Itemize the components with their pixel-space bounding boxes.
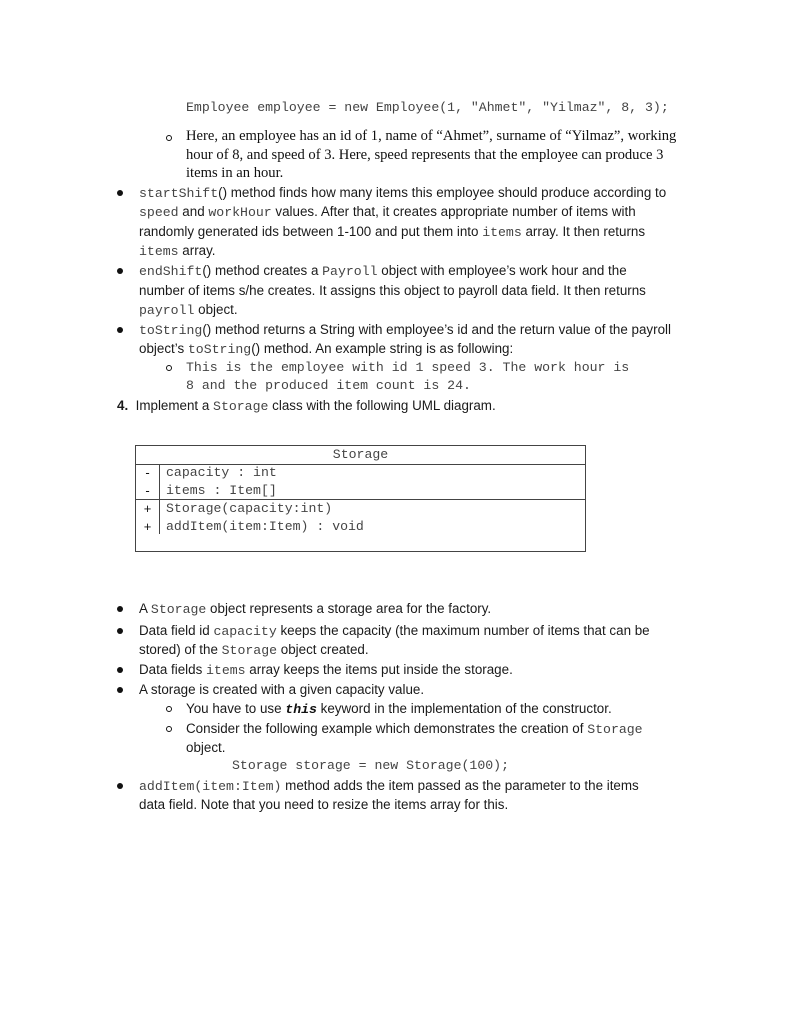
startshift-text2: values. After that, it creates appropriate number of items with: [271, 204, 636, 219]
speed-code: speed: [139, 205, 179, 220]
sub-bullet: [166, 135, 172, 141]
storage-bullet2-line1: [139, 621, 650, 641]
additem-line1: [139, 776, 639, 796]
endshift-line2: number of items s/he creates. It assigns this object to payroll data field. It then returns: [139, 283, 646, 298]
storage-bullet3: [139, 660, 513, 680]
endshift-line3: [139, 300, 238, 320]
storage-sub1: [186, 699, 612, 719]
bullet: [117, 268, 123, 274]
text: You have to use: [186, 701, 286, 716]
tostring-text2: object’s: [139, 341, 188, 356]
startshift-line2: [139, 202, 636, 222]
storage-sub2-line2: object.: [186, 740, 226, 755]
startshift-line3: [139, 222, 645, 242]
storage-bullet1: [139, 599, 491, 619]
storage-code: Storage: [221, 643, 278, 658]
uml-visibility: -: [145, 483, 150, 498]
section4-text2: class with the following UML diagram.: [268, 398, 496, 413]
endshift-method: endShift: [139, 264, 203, 279]
tostring-line2: [139, 339, 513, 359]
section-4-heading: [117, 396, 496, 416]
bullet: [117, 687, 123, 693]
payroll-code: payroll: [139, 303, 195, 318]
uml-class-name: Storage: [136, 446, 585, 465]
text: method adds the item passed as the parameter to the items: [281, 778, 639, 793]
tostring-text3: () method. An example string is as following:: [251, 341, 514, 356]
storage-bullet2-line2: [139, 640, 369, 660]
uml-method: addItem(item:Item) : void: [166, 519, 364, 534]
startshift-text5: array.: [178, 243, 216, 258]
storage-code: Storage: [150, 602, 207, 617]
startshift-text4: array. It then returns: [521, 224, 646, 239]
tostring-example2: 8 and the produced item count is 24.: [186, 378, 471, 393]
storage-code-example: Storage storage = new Storage(100);: [232, 758, 509, 773]
uml-attribute: capacity : int: [166, 465, 277, 480]
text: keyword in the implementation of the constructor.: [316, 701, 612, 716]
endshift-text: () method creates a: [202, 263, 323, 278]
this-keyword: this: [285, 702, 317, 717]
tostring-example1: This is the employee with id 1 speed 3. The work hour is: [186, 360, 630, 375]
startshift-method: startShift: [139, 186, 219, 201]
additem-code: addItem(item:Item): [139, 779, 282, 794]
employee-note-line1: Here, an employee has an id of 1, name of “Ahmet”, surname of “Yilmaz”, working: [186, 128, 677, 144]
text: object represents a storage area for the factory.: [206, 601, 492, 616]
items-code: items: [482, 225, 522, 240]
employee-code-example: Employee employee = new Employee(1, "Ahmet", "Yilmaz", 8, 3);: [186, 100, 669, 115]
endshift-line1: [139, 261, 627, 281]
bullet: [117, 628, 123, 634]
payroll-code: Payroll: [322, 264, 378, 279]
uml-diagram: [135, 445, 586, 552]
storage-code: Storage: [213, 399, 269, 414]
items-code: items: [139, 244, 179, 259]
text: keeps the capacity (the maximum number of items that can be: [276, 623, 650, 638]
text: Consider the following example which demonstrates the creation of: [186, 721, 588, 736]
storage-code: Storage: [587, 722, 643, 737]
additem-line2: data field. Note that you need to resize the items array for this.: [139, 797, 509, 812]
employee-note-line3: items in an hour.: [186, 165, 284, 181]
and-text: and: [178, 204, 209, 219]
tostring-code: toString: [187, 342, 252, 357]
sub-bullet: [166, 365, 172, 371]
text: stored) of the: [139, 642, 222, 657]
section-number: 4.: [117, 398, 129, 413]
bullet: [117, 190, 123, 196]
bullet: [117, 783, 123, 789]
endshift-text3: object.: [194, 302, 238, 317]
endshift-text2: object with employee’s work hour and the: [377, 263, 627, 278]
bullet: [117, 327, 123, 333]
tostring-text: () method returns a String with employee’s id and the return value of the payroll: [202, 322, 671, 337]
workhour-code: workHour: [208, 205, 272, 220]
text: A: [139, 601, 151, 616]
startshift-line4: [139, 241, 216, 261]
uml-visibility: +: [143, 501, 152, 516]
text: array keeps the items put inside the storage.: [245, 662, 513, 677]
bullet: [117, 606, 123, 612]
storage-sub2-line1: [186, 719, 643, 739]
text: Data field id: [139, 623, 214, 638]
startshift-line1: [139, 183, 666, 203]
capacity-code: capacity: [213, 624, 277, 639]
text: object created.: [277, 642, 369, 657]
startshift-text: () method finds how many items this employee should produce according to: [218, 185, 667, 200]
tostring-line1: [139, 320, 671, 340]
uml-method: Storage(capacity:int): [166, 501, 333, 516]
uml-visibility: +: [143, 519, 152, 534]
section4-text: Implement a: [135, 398, 214, 413]
bullet: [117, 667, 123, 673]
startshift-text3: randomly generated ids between 1-100 and put them into: [139, 224, 483, 239]
uml-attribute: items : Item[]: [166, 483, 277, 498]
sub-bullet: [166, 726, 172, 732]
uml-visibility: -: [145, 465, 150, 480]
storage-bullet4: A storage is created with a given capacity value.: [139, 682, 425, 697]
items-code: items: [206, 663, 246, 678]
employee-note-line2: hour of 8, and speed of 3. Here, speed represents that the employee can produce 3: [186, 147, 664, 163]
sub-bullet: [166, 706, 172, 712]
tostring-method: toString: [139, 323, 203, 338]
text: Data fields: [139, 662, 206, 677]
